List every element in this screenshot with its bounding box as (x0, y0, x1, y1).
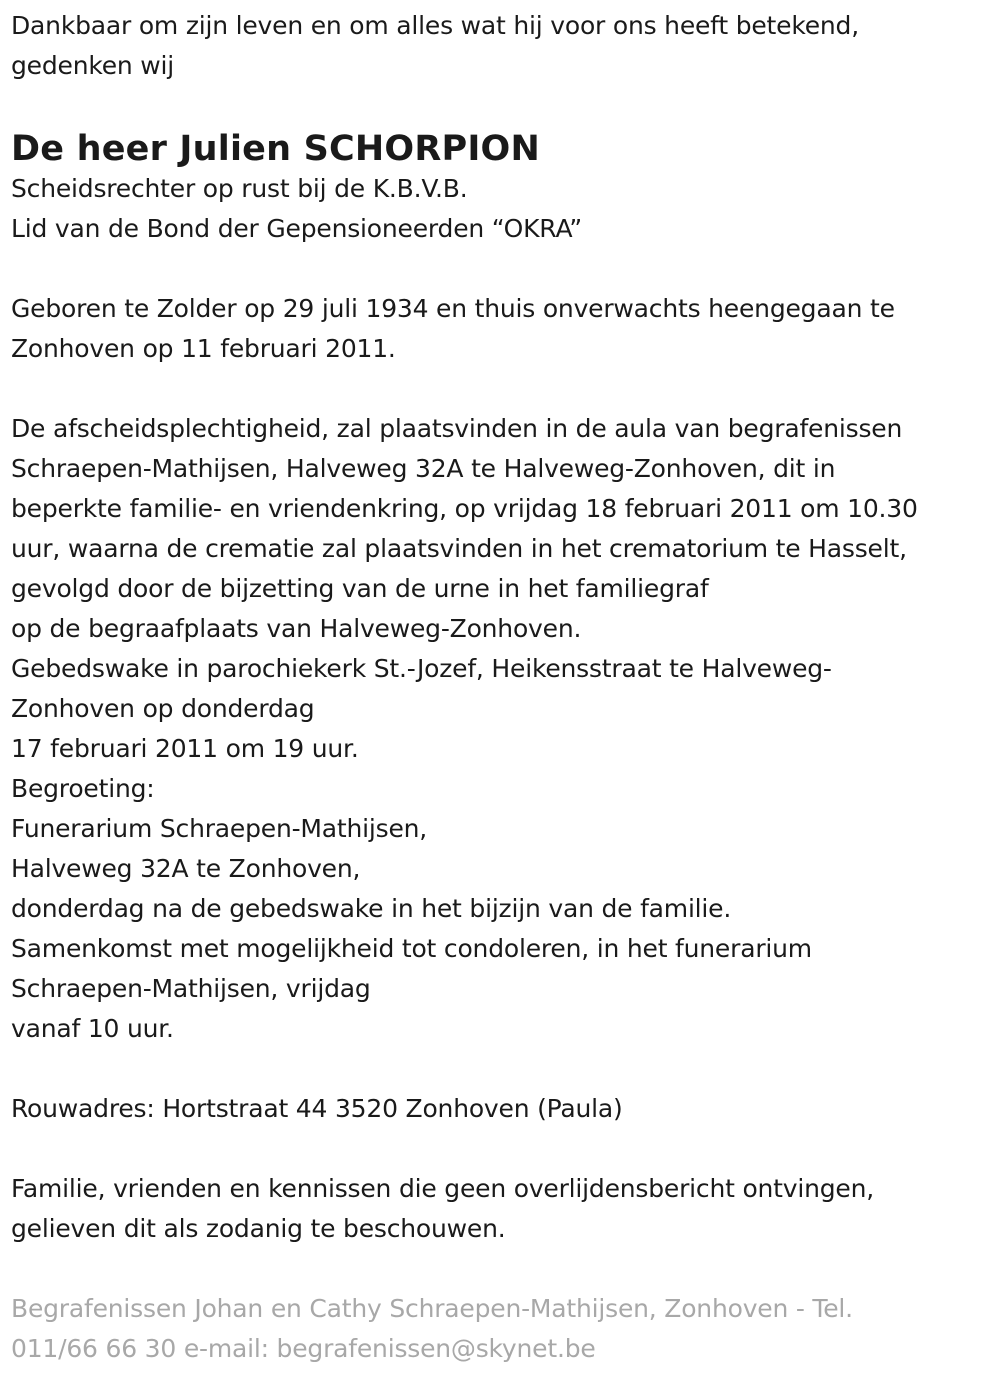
spacer (11, 1049, 986, 1089)
intro-text (11, 6, 986, 86)
notice-line: gelieven dit als zodanig te beschouwen. (11, 1214, 506, 1243)
role-line: Lid van de Bond der Gepensioneerden “OKRA” (11, 214, 583, 243)
death-notice (11, 6, 986, 1369)
ceremony-line: vanaf 10 uur. (11, 1014, 174, 1043)
mourning-address: Rouwadres: Hortstraat 44 3520 Zonhoven (Paula) (11, 1094, 623, 1123)
ceremony-line: De afscheidsplechtigheid, zal plaatsvinden in de aula van begrafenissen (11, 414, 903, 443)
spacer (11, 1249, 986, 1289)
role-line: Scheidsrechter op rust bij de K.B.V.B. (11, 174, 468, 203)
intro-line: Dankbaar om zijn leven en om alles wat hij voor ons heeft betekend, (11, 11, 859, 40)
roles (11, 169, 986, 249)
birth-death-text (11, 289, 986, 369)
ceremony-line: uur, waarna de crematie zal plaatsvinden in het crematorium te Hasselt, (11, 534, 907, 563)
birth-death-line: Zonhoven op 11 februari 2011. (11, 334, 396, 363)
ceremony-line: beperkte familie- en vriendenkring, op vrijdag 18 februari 2011 om 10.30 (11, 494, 918, 523)
deceased-name: De heer Julien SCHORPION (11, 129, 540, 169)
ceremony-line: gevolgd door de bijzetting van de urne in het familiegraf (11, 574, 709, 603)
footer-line: 011/66 66 30 e-mail: begrafenissen@skynet.be (11, 1334, 596, 1363)
funeral-home-footer (11, 1289, 986, 1369)
ceremony-line: Funerarium Schraepen-Mathijsen, (11, 814, 428, 843)
intro-line: gedenken wij (11, 51, 175, 80)
spacer (11, 369, 986, 409)
notice-text (11, 1169, 986, 1249)
footer-line: Begrafenissen Johan en Cathy Schraepen-Mathijsen, Zonhoven - Tel. (11, 1294, 853, 1323)
ceremony-text (11, 409, 986, 1049)
ceremony-line: Begroeting: (11, 774, 155, 803)
birth-death-line: Geboren te Zolder op 29 juli 1934 en thuis onverwachts heengegaan te (11, 294, 895, 323)
notice-line: Familie, vrienden en kennissen die geen overlijdensbericht ontvingen, (11, 1174, 875, 1203)
ceremony-line: Samenkomst met mogelijkheid tot condoleren, in het funerarium (11, 934, 812, 963)
ceremony-line: donderdag na de gebedswake in het bijzijn van de familie. (11, 894, 732, 923)
ceremony-line: Schraepen-Mathijsen, Halveweg 32A te Halveweg-Zonhoven, dit in (11, 454, 836, 483)
ceremony-line: Zonhoven op donderdag (11, 694, 315, 723)
ceremony-line: Halveweg 32A te Zonhoven, (11, 854, 361, 883)
ceremony-line: Schraepen-Mathijsen, vrijdag (11, 974, 371, 1003)
ceremony-line: 17 februari 2011 om 19 uur. (11, 734, 359, 763)
spacer (11, 1129, 986, 1169)
ceremony-line: Gebedswake in parochiekerk St.-Jozef, Heikensstraat te Halveweg- (11, 654, 832, 683)
spacer (11, 249, 986, 289)
ceremony-line: op de begraafplaats van Halveweg-Zonhoven. (11, 614, 582, 643)
